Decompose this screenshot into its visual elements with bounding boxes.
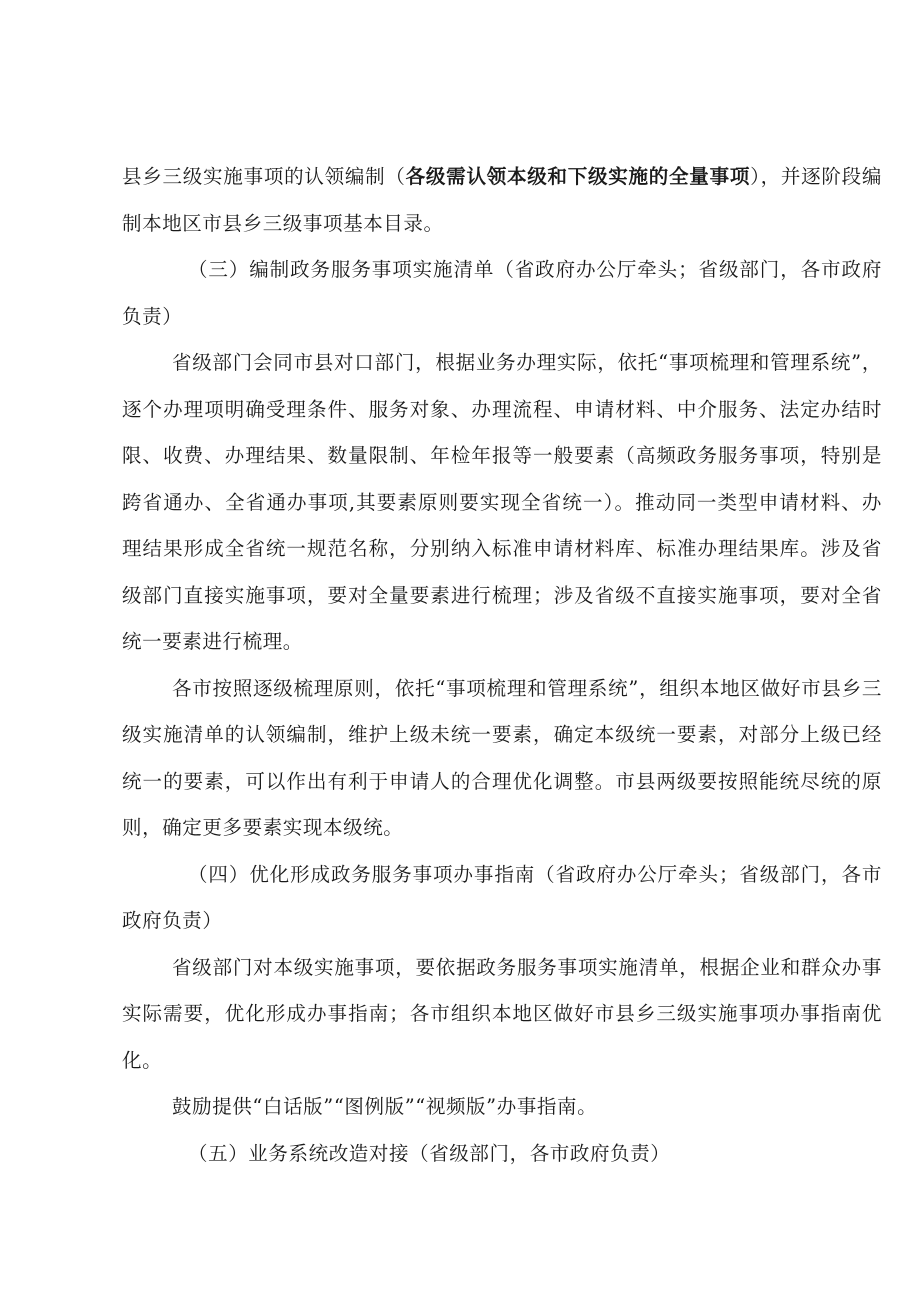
document-page [122, 154, 882, 1177]
paragraph-text: 县乡三级实施事项的认领编制（ [122, 165, 406, 188]
bold-emphasis: 各级需认领本级和下级实施的全量事项 [405, 165, 751, 188]
section-heading-3: （三）编制政务服务事项实施清单（省政府办公厅牵头；省级部门，各市政府负责） [122, 258, 882, 328]
paragraph-body: 各市按照逐级梳理原则，依托“事项梳理和管理系统”，组织本地区做好市县乡三级实施清单的认领编制，维护上级未统一要素，确定本级统一要素，对部分上级已经统一的要素，可以作出有利于申请人的合理优化调整。市县两级要按照能统尽统的原则，确定更多要素实现本级统。 [122, 676, 882, 839]
section-heading-4: （四）优化形成政务服务事项办事指南（省政府办公厅牵头；省级部门，各市政府负责） [122, 862, 882, 932]
section-heading-5: （五）业务系统改造对接（省级部门，各市政府负责） [188, 1141, 671, 1165]
paragraph-body: 省级部门会同市县对口部门，根据业务办理实际，依托“事项梳理和管理系统”，逐个办理项明确受理条件、服务对象、办理流程、申请材料、中介服务、法定办结时限、收费、办理结果、数量限制、年检年报等一般要素（高频政务服务事项，特别是跨省通办、全省通办事项,其要素原则要实现全省统一）。推动同一类型申请材料、办理结果形成全省统一规范名称，分别纳入标准申请材料库、标准办理结果库。涉及省级部门直接实施事项，要对全量要素进行梳理；涉及省级不直接实施事项，要对全省统一要素进行梳理。 [122, 351, 882, 653]
paragraph-body: 鼓励提供“白话版”“图例版”“视频版”办事指南。 [172, 1095, 598, 1118]
paragraph-continuation [122, 154, 882, 247]
paragraph-text: ），并逐阶段编制本地区市县乡三级事项基本目录。 [122, 165, 883, 235]
paragraph-body: 省级部门对本级实施事项，要依据政务服务事项实施清单，根据企业和群众办事实际需要，优化形成办事指南；各市组织本地区做好市县乡三级实施事项办事指南优化。 [122, 955, 882, 1072]
